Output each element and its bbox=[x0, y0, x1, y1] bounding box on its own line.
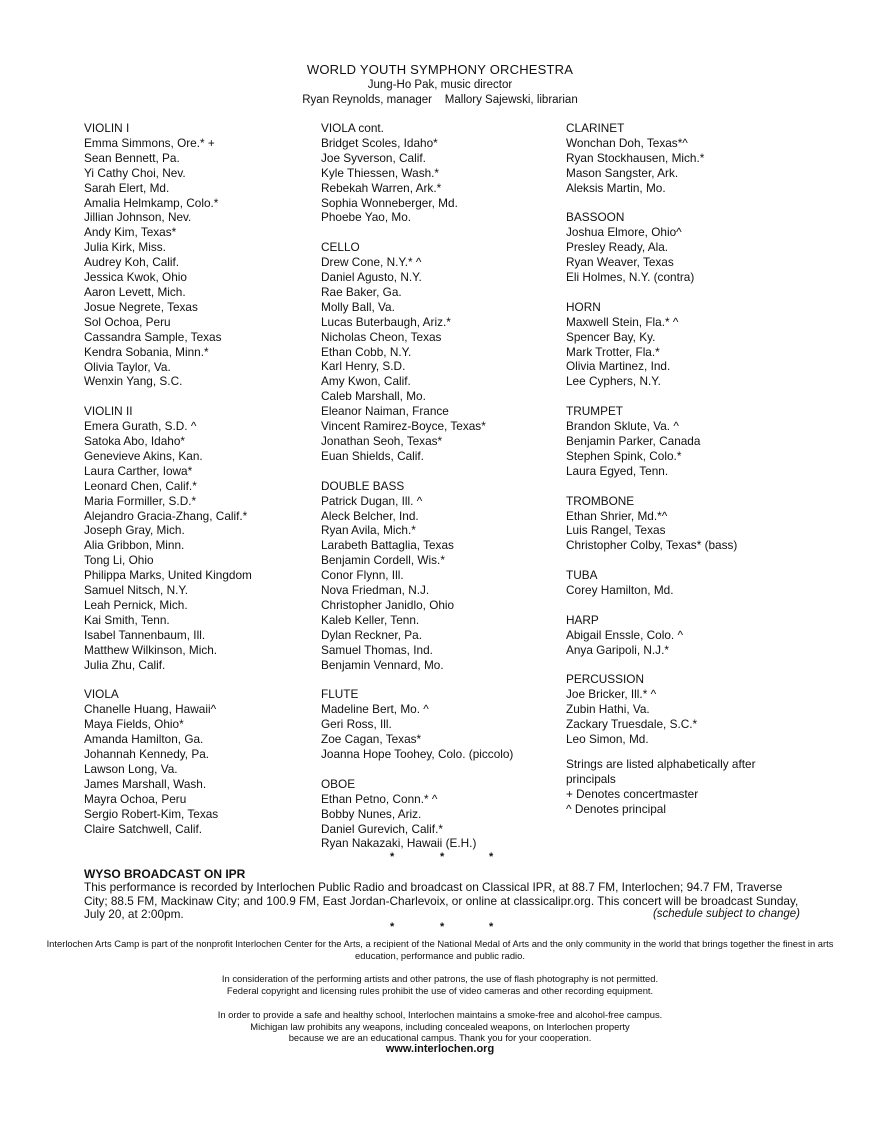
member-entry: Kendra Sobania, Minn.* bbox=[84, 344, 209, 359]
member-entry: Benjamin Vennard, Mo. bbox=[321, 657, 444, 672]
member-entry: Benjamin Cordell, Wis.* bbox=[321, 553, 445, 568]
section-bassoon bbox=[566, 210, 737, 285]
member-entry: Olivia Martinez, Ind. bbox=[566, 359, 671, 374]
broadcast-block bbox=[84, 881, 800, 922]
member-entry: Emma Simmons, Ore.* + bbox=[84, 135, 215, 150]
member-entry: Molly Ball, Va. bbox=[321, 299, 395, 314]
member-entry: Anya Garipoli, N.J.* bbox=[566, 642, 669, 657]
roster-column-strings bbox=[84, 121, 252, 851]
member-entry: Zackary Truesdale, S.C.* bbox=[566, 717, 698, 732]
roster-column-strings-winds bbox=[321, 121, 513, 866]
member-entry: Presley Ready, Ala. bbox=[566, 240, 669, 255]
member-entry: Wonchan Doh, Texas*^ bbox=[566, 135, 688, 150]
member-entry: Kyle Thiessen, Wash.* bbox=[321, 165, 440, 180]
separator-star: * bbox=[440, 921, 445, 933]
member-entry: Maya Fields, Ohio* bbox=[84, 717, 184, 732]
section-heading: HARP bbox=[566, 612, 599, 627]
member-entry: Amanda Hamilton, Ga. bbox=[84, 732, 204, 747]
section-heading: PERCUSSION bbox=[566, 672, 645, 687]
member-entry: Julia Zhu, Calif. bbox=[84, 657, 166, 672]
footer-line: Federal copyright and licensing rules prohibit the use of video cameras and other recording equipment. bbox=[226, 984, 654, 996]
footer-photography bbox=[40, 973, 840, 996]
separator-star: * bbox=[390, 851, 395, 863]
member-entry: Christopher Colby, Texas* (bass) bbox=[566, 538, 738, 553]
member-entry: Chanelle Huang, Hawaii^ bbox=[84, 702, 217, 717]
legend-line: ^ Denotes principal bbox=[566, 801, 666, 816]
member-entry: Lawson Long, Va. bbox=[84, 761, 178, 776]
section-viola bbox=[84, 687, 252, 836]
member-entry: Caleb Marshall, Mo. bbox=[321, 389, 426, 404]
legend-line: principals bbox=[566, 771, 616, 786]
member-entry: Tong Li, Ohio bbox=[84, 553, 154, 568]
member-entry: Laura Egyed, Tenn. bbox=[566, 463, 669, 478]
section-heading: HORN bbox=[566, 299, 601, 314]
section-harp bbox=[566, 613, 737, 658]
member-entry: Sergio Robert-Kim, Texas bbox=[84, 806, 219, 821]
section-viola-cont bbox=[321, 121, 513, 225]
member-entry: Aleck Belcher, Ind. bbox=[321, 508, 419, 523]
member-entry: Ryan Nakazaki, Hawaii (E.H.) bbox=[321, 836, 477, 851]
footer-line: In order to provide a safe and healthy school, Interlochen maintains a smoke-free and alcohol-free campus. bbox=[217, 1009, 663, 1020]
member-entry: Mason Sangster, Ark. bbox=[566, 165, 679, 180]
section-flute bbox=[321, 687, 513, 762]
member-entry: Leah Pernick, Mich. bbox=[84, 597, 188, 612]
member-entry: Joseph Gray, Mich. bbox=[84, 523, 185, 538]
legend-line: Strings are listed alphabetically after bbox=[566, 757, 756, 771]
member-entry: Joe Syverson, Calif. bbox=[321, 150, 426, 165]
member-entry: Ethan Shrier, Md.*^ bbox=[566, 508, 668, 523]
section-heading: VIOLIN I bbox=[84, 121, 130, 135]
legend-line: + Denotes concertmaster bbox=[566, 786, 699, 801]
section-trumpet bbox=[566, 404, 737, 479]
member-entry: Ryan Weaver, Texas bbox=[566, 255, 674, 270]
member-entry: Euan Shields, Calif. bbox=[321, 448, 424, 463]
member-entry: Leo Simon, Md. bbox=[566, 732, 649, 747]
section-horn bbox=[566, 300, 737, 389]
member-entry: Ethan Cobb, N.Y. bbox=[321, 344, 412, 359]
member-entry: Nova Friedman, N.J. bbox=[321, 583, 430, 598]
section-heading: TROMBONE bbox=[566, 493, 635, 508]
member-entry: Rebekah Warren, Ark.* bbox=[321, 180, 442, 195]
website-url: www.interlochen.org bbox=[385, 1042, 495, 1055]
schedule-note: (schedule subject to change) bbox=[652, 908, 800, 920]
member-entry: Alejandro Gracia-Zhang, Calif.* bbox=[84, 508, 248, 523]
member-entry: Lucas Buterbaugh, Ariz.* bbox=[321, 314, 451, 329]
member-entry: Mark Trotter, Fla.* bbox=[566, 344, 660, 359]
staff-line: Ryan Reynolds, manager Mallory Sajewski, librarian bbox=[302, 94, 578, 106]
member-entry: Johannah Kennedy, Pa. bbox=[84, 747, 210, 762]
member-entry: Joshua Elmore, Ohio^ bbox=[566, 225, 682, 240]
member-entry: Amalia Helmkamp, Colo.* bbox=[84, 195, 219, 210]
section-heading: DOUBLE BASS bbox=[321, 478, 405, 493]
member-entry: Andy Kim, Texas* bbox=[84, 225, 177, 240]
member-entry: Christopher Janidlo, Ohio bbox=[321, 597, 455, 612]
separator-star: * bbox=[489, 851, 494, 863]
section-heading: OBOE bbox=[321, 776, 356, 791]
member-entry: Abigail Enssle, Colo. ^ bbox=[566, 627, 684, 642]
member-entry: Sean Bennett, Pa. bbox=[84, 150, 180, 165]
member-entry: Karl Henry, S.D. bbox=[321, 359, 406, 374]
member-entry: Sarah Elert, Md. bbox=[84, 180, 170, 195]
member-entry: Laura Carther, Iowa* bbox=[84, 463, 193, 478]
member-entry: Luis Rangel, Texas bbox=[566, 523, 666, 538]
member-entry: Spencer Bay, Ky. bbox=[566, 329, 656, 344]
member-entry: Eli Holmes, N.Y. (contra) bbox=[566, 270, 695, 285]
section-heading: TUBA bbox=[566, 568, 598, 583]
member-entry: Maria Formiller, S.D.* bbox=[84, 493, 197, 508]
member-entry: Jillian Johnson, Nev. bbox=[84, 210, 192, 225]
member-entry: Nicholas Cheon, Texas bbox=[321, 329, 442, 344]
section-heading: BASSOON bbox=[566, 210, 625, 225]
separator-star: * bbox=[390, 921, 395, 933]
roster-column-winds-percussion bbox=[566, 121, 737, 762]
section-violin-ii bbox=[84, 404, 252, 672]
section-trombone bbox=[566, 494, 737, 554]
member-entry: Matthew Wilkinson, Mich. bbox=[84, 642, 218, 657]
footer-safety bbox=[40, 1009, 840, 1055]
member-entry: Zubin Hathi, Va. bbox=[566, 702, 650, 717]
member-entry: Larabeth Battaglia, Texas bbox=[321, 538, 454, 553]
music-director-line: Jung-Ho Pak, music director bbox=[367, 79, 513, 91]
footer-about: Interlochen Arts Camp is part of the nonprofit Interlochen Center for the Arts, a recipient of the National Medal of Arts and the only community in the world that brings together the finest in arts education, performance and public radio. bbox=[46, 938, 834, 961]
member-entry: Yi Cathy Choi, Nev. bbox=[84, 165, 186, 180]
member-entry: Sol Ochoa, Peru bbox=[84, 314, 171, 329]
member-entry: Vincent Ramirez-Boyce, Texas* bbox=[321, 419, 486, 434]
section-heading: VIOLA cont. bbox=[321, 121, 384, 135]
member-entry: Leonard Chen, Calif.* bbox=[84, 478, 197, 493]
section-heading: VIOLA bbox=[84, 687, 119, 702]
member-entry: Bridget Scoles, Idaho* bbox=[321, 135, 438, 150]
member-entry: James Marshall, Wash. bbox=[84, 776, 207, 791]
section-oboe bbox=[321, 777, 513, 852]
member-entry: Eleanor Naiman, France bbox=[321, 404, 449, 419]
member-entry: Daniel Agusto, N.Y. bbox=[321, 270, 422, 285]
member-entry: Mayra Ochoa, Peru bbox=[84, 791, 187, 806]
section-violin-i bbox=[84, 121, 252, 389]
section-double-bass bbox=[321, 479, 513, 673]
member-entry: Julia Kirk, Miss. bbox=[84, 240, 166, 255]
member-entry: Claire Satchwell, Calif. bbox=[84, 821, 203, 836]
member-entry: Philippa Marks, United Kingdom bbox=[84, 568, 252, 583]
section-heading: TRUMPET bbox=[566, 404, 624, 419]
separator-star: * bbox=[440, 851, 445, 863]
member-entry: Wenxin Yang, S.C. bbox=[84, 374, 183, 389]
member-entry: Stephen Spink, Colo.* bbox=[566, 448, 682, 463]
broadcast-text: This performance is recorded by Interlochen Public Radio and broadcast on Classical IPR, at 88.7 FM, Interlochen; 94.7 FM, Traverse City; 88.5 FM, Mackinaw City; and 100.9 FM, East Jordan-Charlevoix, or online at classicalipr.org. This concert will be broadcast Sunday, July 20, at 2:00pm. bbox=[84, 880, 799, 921]
member-entry: Samuel Nitsch, N.Y. bbox=[84, 583, 189, 598]
member-entry: Audrey Koh, Calif. bbox=[84, 255, 180, 270]
footer-line: In consideration of the performing artists and other patrons, the use of flash photography is not permitted. bbox=[221, 973, 659, 984]
member-entry: Conor Flynn, Ill. bbox=[321, 568, 404, 583]
legend bbox=[566, 757, 796, 817]
member-entry: Olivia Taylor, Va. bbox=[84, 359, 171, 374]
section-heading: CLARINET bbox=[566, 121, 625, 135]
member-entry: Brandon Sklute, Va. ^ bbox=[566, 419, 679, 434]
separator-star: * bbox=[489, 921, 494, 933]
member-entry: Jonathan Seoh, Texas* bbox=[321, 434, 443, 449]
member-entry: Emera Gurath, S.D. ^ bbox=[84, 419, 197, 434]
member-entry: Aleksis Martin, Mo. bbox=[566, 180, 666, 195]
member-entry: Sophia Wonneberger, Md. bbox=[321, 195, 458, 210]
member-entry: Alia Gribbon, Minn. bbox=[84, 538, 185, 553]
member-entry: Bobby Nunes, Ariz. bbox=[321, 806, 422, 821]
section-heading: CELLO bbox=[321, 240, 360, 255]
member-entry: Daniel Gurevich, Calif.* bbox=[321, 821, 443, 836]
member-entry: Rae Baker, Ga. bbox=[321, 284, 402, 299]
member-entry: Patrick Dugan, Ill. ^ bbox=[321, 493, 423, 508]
member-entry: Geri Ross, Ill. bbox=[321, 717, 392, 732]
member-entry: Kaleb Keller, Tenn. bbox=[321, 612, 420, 627]
member-entry: Maxwell Stein, Fla.* ^ bbox=[566, 314, 679, 329]
section-heading: FLUTE bbox=[321, 687, 359, 702]
member-entry: Joanna Hope Toohey, Colo. (piccolo) bbox=[321, 747, 514, 762]
page-title: WORLD YOUTH SYMPHONY ORCHESTRA bbox=[306, 62, 574, 77]
member-entry: Cassandra Sample, Texas bbox=[84, 329, 222, 344]
member-entry: Josue Negrete, Texas bbox=[84, 299, 198, 314]
member-entry: Drew Cone, N.Y.* ^ bbox=[321, 255, 422, 270]
section-clarinet bbox=[566, 121, 737, 196]
section-cello bbox=[321, 240, 513, 464]
member-entry: Lee Cyphers, N.Y. bbox=[566, 374, 661, 389]
section-heading: VIOLIN II bbox=[84, 404, 133, 419]
member-entry: Aaron Levett, Mich. bbox=[84, 284, 186, 299]
section-percussion bbox=[566, 672, 737, 747]
member-entry: Samuel Thomas, Ind. bbox=[321, 642, 433, 657]
member-entry: Joe Bricker, Ill.* ^ bbox=[566, 687, 657, 702]
member-entry: Corey Hamilton, Md. bbox=[566, 583, 674, 598]
member-entry: Phoebe Yao, Mo. bbox=[321, 210, 412, 225]
member-entry: Madeline Bert, Mo. ^ bbox=[321, 702, 429, 717]
broadcast-title: WYSO BROADCAST ON IPR bbox=[84, 867, 246, 881]
member-entry: Ryan Avila, Mich.* bbox=[321, 523, 416, 538]
member-entry: Kai Smith, Tenn. bbox=[84, 612, 170, 627]
member-entry: Satoka Abo, Idaho* bbox=[84, 434, 186, 449]
footer-line: because we are an educational campus. Thank you for your cooperation. bbox=[288, 1032, 592, 1044]
member-entry: Ethan Petno, Conn.* ^ bbox=[321, 791, 438, 806]
member-entry: Isabel Tannenbaum, Ill. bbox=[84, 627, 206, 642]
member-entry: Amy Kwon, Calif. bbox=[321, 374, 411, 389]
member-entry: Zoe Cagan, Texas* bbox=[321, 732, 422, 747]
member-entry: Jessica Kwok, Ohio bbox=[84, 270, 187, 285]
member-entry: Ryan Stockhausen, Mich.* bbox=[566, 150, 705, 165]
member-entry: Genevieve Akins, Kan. bbox=[84, 448, 203, 463]
member-entry: Dylan Reckner, Pa. bbox=[321, 627, 422, 642]
section-tuba bbox=[566, 568, 737, 598]
member-entry: Benjamin Parker, Canada bbox=[566, 433, 701, 448]
footer-line: Michigan law prohibits any weapons, including concealed weapons, on Interlochen property bbox=[250, 1020, 630, 1032]
